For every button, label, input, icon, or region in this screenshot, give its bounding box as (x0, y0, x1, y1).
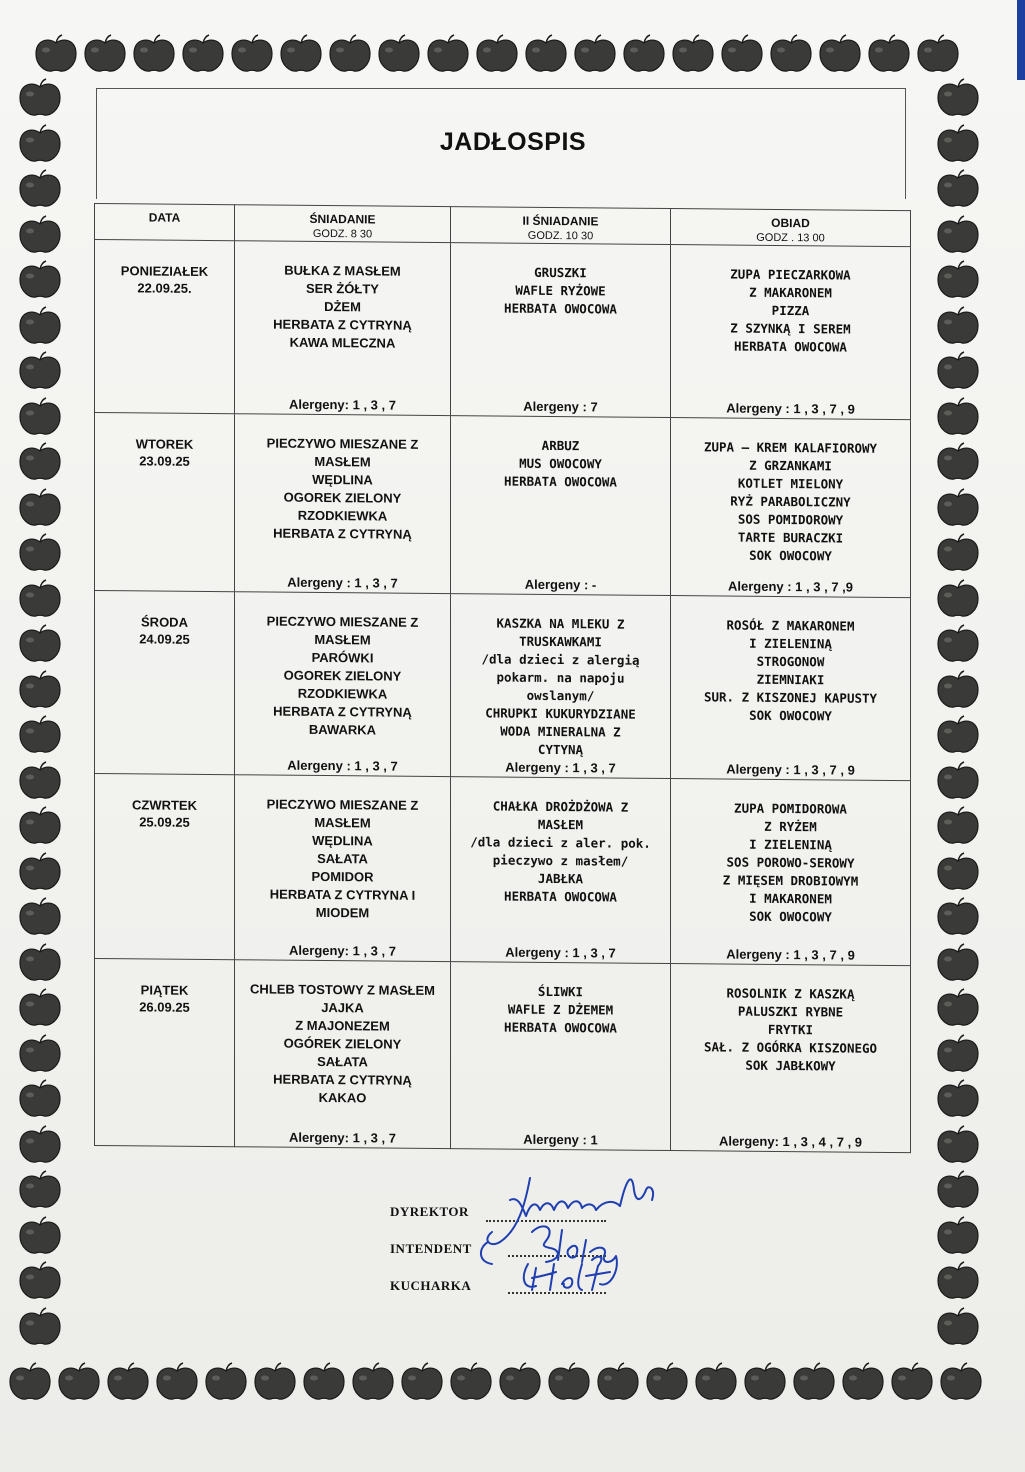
lunch-cell (671, 245, 911, 420)
day-name: ŚRODA (141, 614, 188, 630)
menu-item: MIODEM (315, 904, 370, 921)
apple-icon (34, 34, 78, 74)
apple-icon (18, 1261, 62, 1301)
apple-icon (720, 34, 764, 74)
apple-icon (916, 34, 960, 74)
allergens-label: Alergeny : 7 (523, 398, 598, 415)
apple-icon (449, 1362, 493, 1402)
apple-icon (936, 1170, 980, 1210)
menu-item: MASŁEM (537, 816, 584, 833)
apple-icon (351, 1362, 395, 1402)
page-title: JADŁOSPIS (439, 128, 587, 156)
header-breakfast (235, 205, 451, 243)
menu-item: PIZZA (771, 302, 810, 319)
menu-item: PIECZYWO MIESZANE Z (266, 613, 419, 630)
apple-icon (936, 1125, 980, 1165)
day-date: 23.09.25 (139, 453, 190, 469)
menu-item: Z RYŻEM (764, 818, 817, 835)
menu-item: Z MAKARONEM (749, 284, 832, 301)
header-lunch-label: OBIAD (771, 215, 810, 231)
apple-icon (769, 34, 813, 74)
menu-item: WĘDLINA (312, 471, 373, 488)
menu-item: RZODKIEWKA (297, 685, 388, 702)
apple-icon (939, 1362, 983, 1402)
header-breakfast-time: GODZ. 8 30 (312, 227, 373, 241)
breakfast-cell (235, 592, 451, 777)
menu-item: SOK JABŁKOWY (745, 1057, 836, 1074)
apple-icon (936, 1307, 980, 1347)
apple-icon (18, 306, 62, 346)
apple-icon (426, 34, 470, 74)
apple-icon (18, 715, 62, 755)
header-date-label: DATA (148, 210, 181, 225)
apple-icon (253, 1362, 297, 1402)
apple-icon (936, 1079, 980, 1119)
menu-item: HERBATA Z CYTRYNĄ (273, 525, 412, 542)
menu-item: KOTLET MIELONY (737, 475, 844, 492)
menu-item: OGÓREK ZIELONY (283, 1035, 402, 1052)
apple-icon (936, 761, 980, 801)
apple-icon (18, 761, 62, 801)
menu-item: RYŻ PARABOLICZNY (730, 493, 851, 510)
apple-icon (8, 1362, 52, 1402)
day-date: 25.09.25 (139, 814, 190, 830)
allergens-label: Alergeny : 1 (523, 1131, 598, 1148)
apple-icon (400, 1362, 444, 1402)
lunch-cell (671, 964, 911, 1153)
menu-item: SAŁ. Z OGÓRKA KISZONEGO (703, 1039, 878, 1056)
apple-icon (155, 1362, 199, 1402)
apple-icon (279, 34, 323, 74)
breakfast-cell (235, 775, 451, 962)
day-cell (95, 413, 235, 592)
apple-icon (936, 351, 980, 391)
breakfast-cell (235, 960, 451, 1149)
menu-item: PALUSZKI RYBNE (737, 1003, 844, 1020)
intendent-label: INTENDENT (390, 1241, 472, 1256)
day-date: 26.09.25 (139, 999, 190, 1015)
menu-item: BUŁKA Z MASŁEM (284, 262, 401, 279)
allergens-label: Alergeny : 1 , 3 , 7 (505, 944, 616, 961)
menu-item: ZIEMNIAKI (756, 671, 825, 688)
apple-icon (596, 1362, 640, 1402)
day-cell (95, 591, 235, 775)
apple-icon (18, 351, 62, 391)
apple-icon (475, 34, 519, 74)
cook-label: KUCHARKA (390, 1278, 472, 1293)
menu-item: SAŁATA (317, 1053, 368, 1070)
menu-item: TARTE BURACZKI (737, 529, 844, 546)
menu-item: CHLEB TOSTOWY Z MASŁEM (250, 981, 435, 998)
day-name: PONIEZIAŁEK (120, 263, 209, 279)
header-lunch-time: GODZ . 13 00 (756, 231, 825, 245)
apple-icon (18, 579, 62, 619)
apple-icon (18, 897, 62, 937)
apple-icon (936, 624, 980, 664)
apple-icon (18, 78, 62, 118)
second-breakfast-cell (451, 243, 671, 418)
allergens-label: Alergeny : 1 , 3 , 7 , 9 (726, 946, 855, 963)
day-name: CZWRTEK (132, 797, 197, 813)
signatures-handwriting (470, 1160, 700, 1310)
apple-icon (936, 78, 980, 118)
apple-icon (18, 1170, 62, 1210)
menu-item: ŚLIWKI (537, 983, 584, 1000)
cook-signature (524, 1257, 610, 1290)
apple-icon (328, 34, 372, 74)
table-row (95, 591, 911, 781)
menu-item: GRUSZKI (534, 264, 587, 281)
apple-icon (18, 169, 62, 209)
apple-icon (818, 34, 862, 74)
apple-icon (936, 1034, 980, 1074)
apple-icon (18, 670, 62, 710)
apple-icon (18, 397, 62, 437)
header-second-breakfast-time: GODZ. 10 30 (527, 229, 594, 243)
apple-icon (936, 670, 980, 710)
allergens-label: Alergeny : 1 , 3 , 7 ,9 (728, 578, 853, 595)
menu-item: MASŁEM (314, 631, 371, 648)
menu-item: pieczywo z masłem/ (492, 852, 629, 869)
menu-item: HERBATA Z CYTRYNĄ (273, 703, 412, 720)
apple-icon (18, 1079, 62, 1119)
menu-item: DŻEM (324, 299, 361, 315)
lunch-cell (671, 596, 911, 781)
menu-item: SER ŻÓŁTY (306, 280, 379, 297)
apple-icon (18, 806, 62, 846)
apple-icon (106, 1362, 150, 1402)
menu-item: ZUPA PIECZARKOWA (730, 266, 851, 283)
menu-item: owslanym/ (526, 687, 595, 704)
background-blue-edge (1017, 0, 1025, 80)
allergens-label: Alergeny: 1 , 3 , 4 , 7 , 9 (718, 1133, 863, 1150)
header-breakfast-label: ŚNIADANIE (309, 211, 376, 227)
day-date: 22.09.25. (137, 280, 192, 296)
second-breakfast-cell (451, 416, 671, 596)
menu-item: HERBATA OWOCOWA (734, 338, 847, 355)
menu-item: WĘDLINA (312, 832, 373, 849)
menu-item: Z GRZANKAMI (749, 457, 832, 474)
allergens-label: Alergeny: 1 , 3 , 7 (289, 1129, 396, 1146)
apple-icon (18, 533, 62, 573)
apple-icon (694, 1362, 738, 1402)
day-cell (95, 774, 235, 960)
breakfast-cell (235, 241, 451, 416)
second-breakfast-cell (451, 594, 671, 779)
menu-item: POMIDOR (311, 868, 374, 885)
apple-icon (18, 124, 62, 164)
apple-icon (547, 1362, 591, 1402)
header-lunch (671, 209, 911, 247)
apple-icon (936, 715, 980, 755)
menu-item: SAŁATA (317, 850, 368, 867)
menu-item: WAFLE Z DŻEMEM (507, 1001, 614, 1018)
menu-item: CHAŁKA DROŻDŻOWA Z (492, 798, 629, 815)
apple-icon (936, 260, 980, 300)
allergens-label: Alergeny : 1 , 3 , 7 (287, 574, 398, 591)
apple-icon (181, 34, 225, 74)
menu-item: pokarm. na napoju (496, 669, 625, 686)
apple-icon (302, 1362, 346, 1402)
director-signature (487, 1178, 653, 1244)
menu-item: OGOREK ZIELONY (283, 489, 402, 506)
menu-item: RZODKIEWKA (297, 507, 388, 524)
apple-icon (792, 1362, 836, 1402)
menu-item: HERBATA Z CYTRYNĄ (273, 1071, 412, 1088)
menu-item: SOK OWOCOWY (749, 547, 832, 564)
lunch-cell (671, 779, 911, 966)
menu-table (94, 203, 911, 1153)
header-second-breakfast (451, 207, 671, 245)
day-name: PIĄTEK (140, 982, 189, 998)
allergens-label: Alergeny : 1 , 3 , 7 (287, 757, 398, 774)
allergens-label: Alergeny: 1 , 3 , 7 (289, 396, 396, 413)
allergens-label: Alergeny : - (524, 576, 597, 593)
menu-item: MUS OWOCOWY (519, 455, 602, 472)
menu-item: Z MIĘSEM DROBIOWYM (722, 872, 859, 889)
menu-item: I ZIELENINĄ (749, 635, 832, 652)
apple-icon (18, 1125, 62, 1165)
day-name: WTOREK (135, 436, 194, 452)
menu-item: ZUPA – KREM KALAFIOROWY (703, 439, 878, 456)
menu-item: PARÓWKI (311, 649, 374, 666)
apple-icon (936, 897, 980, 937)
header-second-breakfast-label: II ŚNIADANIE (522, 213, 599, 229)
apple-icon (645, 1362, 689, 1402)
breakfast-cell (235, 414, 451, 594)
apple-icon (936, 306, 980, 346)
menu-item: BAWARKA (308, 721, 377, 738)
menu-item: Z SZYNKĄ I SEREM (730, 320, 851, 337)
menu-item: MASŁEM (314, 814, 371, 831)
menu-item: HERBATA OWOCOWA (504, 473, 617, 490)
menu-item: /dla dzieci z alergią (481, 651, 640, 668)
menu-item: STROGONOW (756, 653, 825, 670)
menu-item: ROSÓŁ Z MAKARONEM (726, 617, 855, 634)
menu-item: TRUSKAWKAMI (519, 633, 602, 650)
apple-icon (524, 34, 568, 74)
apple-icon (622, 34, 666, 74)
apple-icon (57, 1362, 101, 1402)
menu-item: KASZKA NA MLEKU Z (496, 615, 625, 632)
apple-icon (498, 1362, 542, 1402)
apple-icon (132, 34, 176, 74)
table-row (95, 774, 911, 966)
menu-item: SOK OWOCOWY (749, 707, 832, 724)
apple-icon (18, 488, 62, 528)
apple-icon (573, 34, 617, 74)
day-date: 24.09.25 (139, 631, 190, 647)
apple-icon (867, 34, 911, 74)
menu-item: JABŁKA (537, 870, 584, 887)
apple-icon (890, 1362, 934, 1402)
apple-icon (841, 1362, 885, 1402)
menu-item: HERBATA OWOCOWA (504, 888, 617, 905)
menu-item: /dla dzieci z aler. pok. (470, 834, 651, 851)
apple-icon (936, 215, 980, 255)
second-breakfast-cell (451, 962, 671, 1151)
menu-item: I MAKARONEM (749, 890, 832, 907)
menu-item: WAFLE RYŻOWE (515, 282, 606, 299)
menu-item: CYTYNĄ (537, 741, 584, 758)
apple-icon (936, 943, 980, 983)
menu-item: FRYTKI (767, 1021, 814, 1038)
day-cell (95, 959, 235, 1147)
apple-icon (936, 579, 980, 619)
lunch-cell (671, 418, 911, 598)
menu-item: HERBATA OWOCOWA (504, 1019, 617, 1036)
second-breakfast-cell (451, 777, 671, 964)
apple-icon (936, 124, 980, 164)
menu-item: SOK OWOCOWY (749, 908, 832, 925)
apple-icon (671, 34, 715, 74)
apple-icon (18, 442, 62, 482)
table-row (95, 240, 911, 420)
allergens-label: Alergeny : 1 , 3 , 7 , 9 (726, 400, 855, 417)
apple-icon (936, 397, 980, 437)
menu-item: Z MAJONEZEM (295, 1017, 390, 1034)
apple-icon (936, 988, 980, 1028)
apple-icon (18, 943, 62, 983)
apple-icon (18, 260, 62, 300)
apple-icon (18, 852, 62, 892)
header-date (95, 204, 235, 241)
menu-item: KAKAO (318, 1089, 367, 1106)
table-row (95, 959, 911, 1153)
apple-icon (936, 1216, 980, 1256)
menu-item: PIECZYWO MIESZANE Z (266, 796, 419, 813)
apple-icon (18, 1034, 62, 1074)
menu-item: I ZIELENINĄ (749, 836, 832, 853)
menu-item: CHRUPKI KUKURYDZIANE (485, 705, 636, 722)
apple-icon (936, 806, 980, 846)
menu-item: WODA MINERALNA Z (500, 723, 621, 740)
menu-item: MASŁEM (314, 453, 371, 470)
apple-icon (936, 442, 980, 482)
menu-item: HERBATA OWOCOWA (504, 300, 617, 317)
day-cell (95, 240, 235, 414)
apple-icon (936, 1261, 980, 1301)
allergens-label: Alergeny: 1 , 3 , 7 (289, 942, 396, 959)
menu-item: JAJKA (321, 999, 364, 1016)
menu-item: OGOREK ZIELONY (283, 667, 402, 684)
apple-icon (18, 1216, 62, 1256)
apple-icon (936, 488, 980, 528)
apple-icon (83, 34, 127, 74)
apple-icon (377, 34, 421, 74)
menu-item: ARBUZ (541, 437, 580, 454)
menu-item: HERBATA Z CYTRYNĄ (273, 316, 412, 333)
apple-icon (18, 988, 62, 1028)
apple-icon (936, 852, 980, 892)
menu-item: SUR. Z KISZONEJ KAPUSTY (703, 689, 878, 706)
allergens-label: Alergeny : 1 , 3 , 7 , 9 (726, 761, 855, 778)
menu-item: HERBATA Z CYTRYNA I (269, 886, 416, 903)
menu-item: SOS POMIDOROWY (737, 511, 844, 528)
menu-item: SOS POROWO-SEROWY (726, 854, 855, 871)
apple-icon (230, 34, 274, 74)
apple-icon (204, 1362, 248, 1402)
apple-icon (743, 1362, 787, 1402)
director-label: DYREKTOR (390, 1204, 469, 1219)
apple-icon (18, 624, 62, 664)
menu-item: ROSOLNIK Z KASZKĄ (726, 985, 855, 1002)
apple-icon (936, 169, 980, 209)
apple-icon (18, 215, 62, 255)
menu-item: PIECZYWO MIESZANE Z (266, 435, 419, 452)
apple-icon (936, 533, 980, 573)
table-row (95, 413, 911, 598)
menu-item: ZUPA POMIDOROWA (734, 800, 847, 817)
menu-item: KAWA MLECZNA (289, 334, 396, 351)
allergens-label: Alergeny : 1 , 3 , 7 (505, 759, 616, 776)
apple-icon (18, 1307, 62, 1347)
